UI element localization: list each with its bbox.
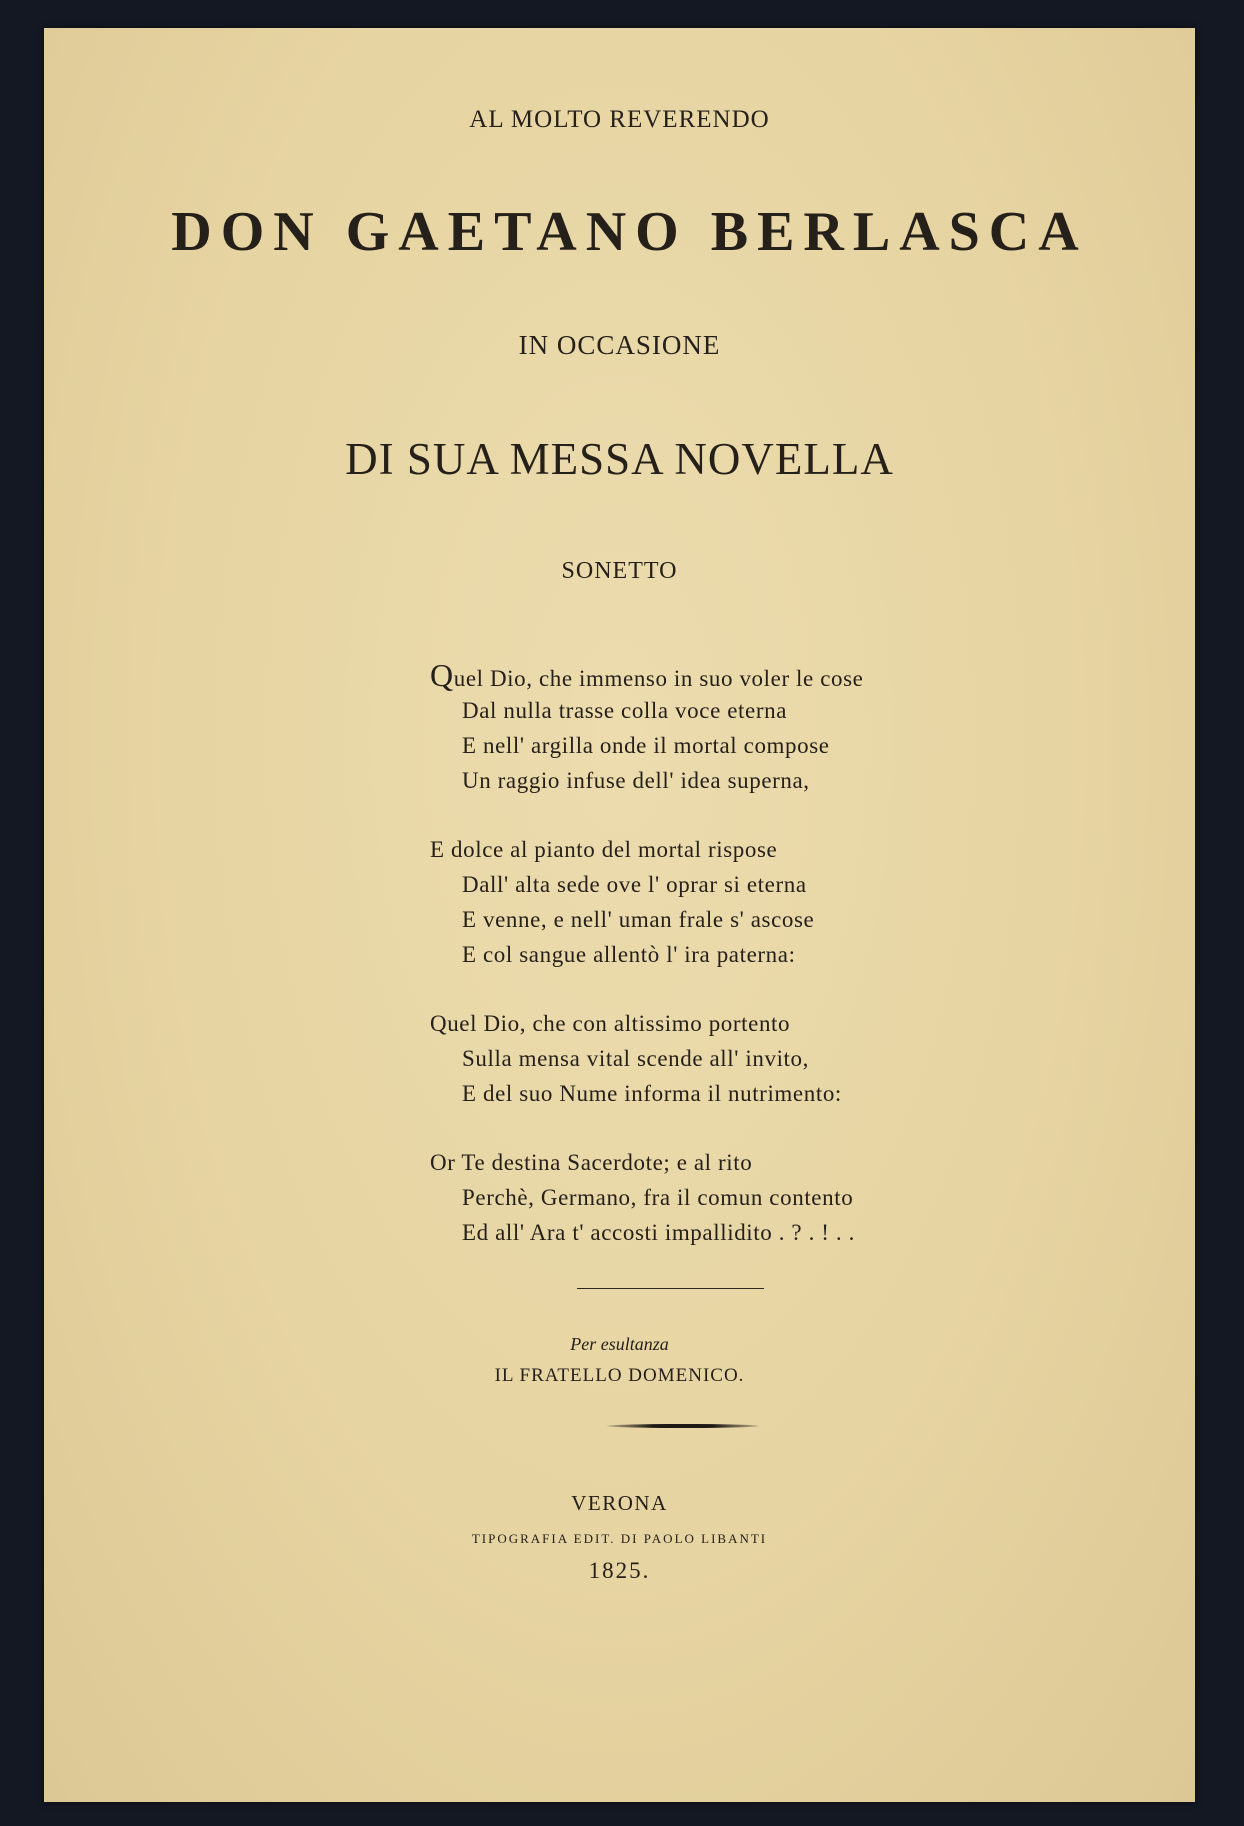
genre-label: SONETTO xyxy=(561,558,678,584)
verse-line: E venne, e nell' uman frale s' ascose xyxy=(462,907,815,932)
stanza-4 xyxy=(430,1145,863,1250)
verse-line: Sulla mensa vital scende all' invito, xyxy=(462,1046,809,1071)
occasion-line: IN OCCASIONE xyxy=(518,330,721,360)
dedicator-note: Per esultanza xyxy=(570,1334,669,1354)
stanza-3 xyxy=(430,1006,863,1111)
printed-sheet xyxy=(44,28,1195,1802)
imprint-city: VERONA xyxy=(571,1491,668,1515)
stanza-2 xyxy=(430,832,863,972)
stanza-1 xyxy=(430,658,863,798)
imprint-printer: TIPOGRAFIA EDIT. DI PAOLO LIBANTI xyxy=(471,1531,768,1546)
verse-line: Perchè, Germano, fra il comun contento xyxy=(462,1185,854,1210)
verse-line: Dal nulla trasse colla voce eterna xyxy=(462,698,788,723)
imprint-year: 1825. xyxy=(588,1558,651,1583)
verse-line: Un raggio infuse dell' idea superna, xyxy=(462,768,810,793)
dedicatee-name: DON GAETANO BERLASCA xyxy=(171,201,1088,263)
initial-letter: Q xyxy=(430,657,454,693)
verse-line: Or Te destina Sacerdote; e al rito xyxy=(430,1150,753,1175)
sonnet xyxy=(430,658,863,1284)
divider-rule xyxy=(577,1288,764,1289)
verse-line: Quel Dio, che con altissimo portento xyxy=(430,1011,791,1036)
author-signature: IL FRATELLO DOMENICO. xyxy=(494,1365,745,1386)
dedication-line: AL MOLTO REVERENDO xyxy=(469,106,770,133)
verse-line: E col sangue allentò l' ira paterna: xyxy=(462,942,796,967)
event-title: DI SUA MESSA NOVELLA xyxy=(345,434,894,484)
ornamental-rule xyxy=(607,1424,759,1428)
verse-line: E del suo Nume informa il nutrimento: xyxy=(462,1081,842,1106)
verse-line: E nell' argilla onde il mortal compose xyxy=(462,733,830,758)
verse-line: E dolce al pianto del mortal rispose xyxy=(430,837,778,862)
verse-line: Dall' alta sede ove l' oprar si eterna xyxy=(462,872,807,897)
verse-line: Quel Dio, che immenso in suo voler le cose xyxy=(430,657,864,693)
verse-line: Ed all' Ara t' accosti impallidito . ? . ! . . xyxy=(462,1220,855,1245)
